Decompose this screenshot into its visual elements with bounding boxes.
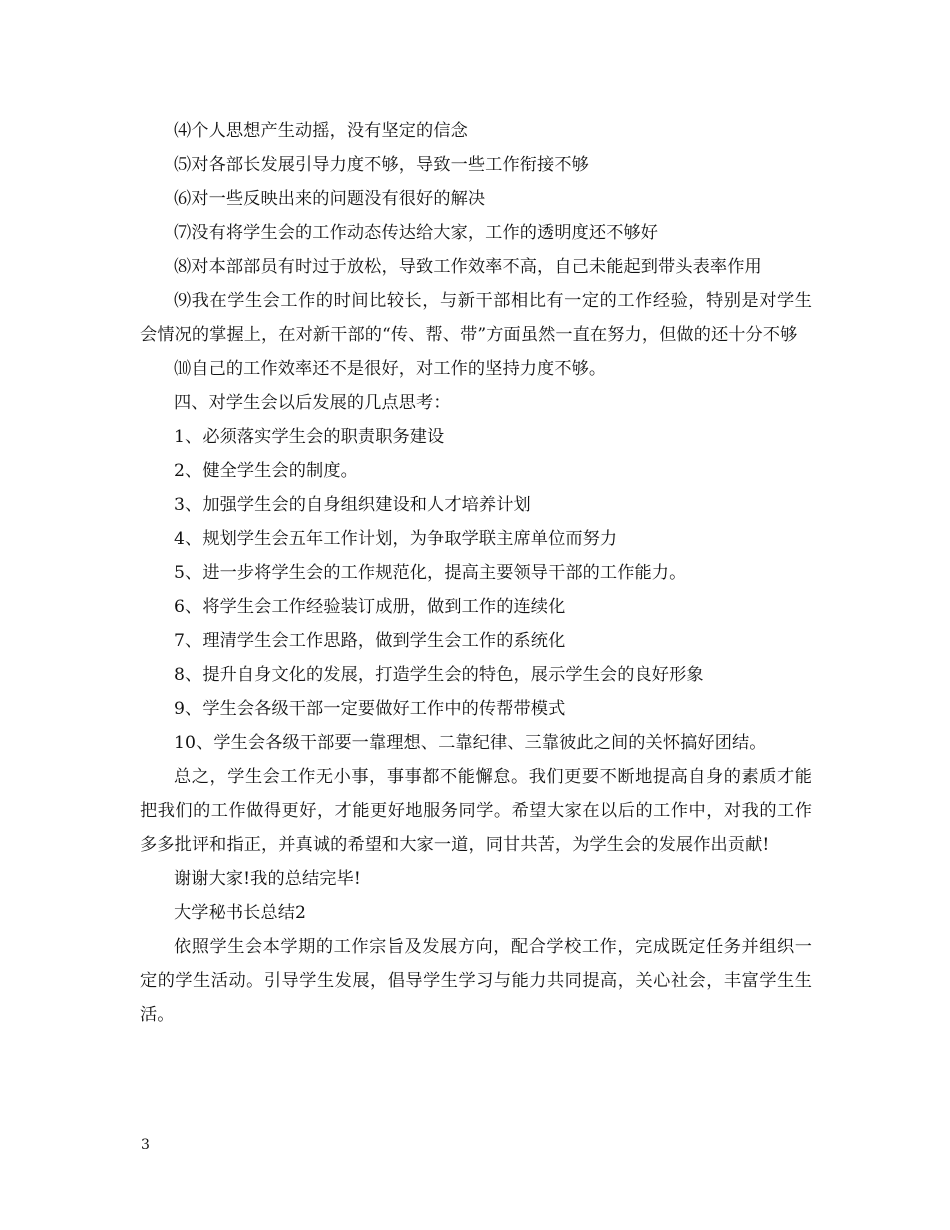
paragraph-item-5: ⑸对各部长发展引导力度不够，导致一些工作衔接不够 [174, 155, 589, 175]
suggestion-2: 2、健全学生会的制度。 [174, 461, 358, 481]
section-title-summary-2: 大学秘书长总结2 [174, 903, 307, 923]
page-number: 3 [141, 1137, 150, 1153]
suggestion-7: 7、理清学生会工作思路，做到学生会工作的系统化 [174, 631, 566, 651]
closing-thanks: 谢谢大家!我的总结完毕! [174, 869, 361, 889]
suggestion-5: 5、进一步将学生会的工作规范化，提高主要领导干部的工作能力。 [174, 563, 687, 583]
conclusion-paragraph: 总之，学生会工作无小事，事事都不能懈怠。我们更要不断地提高自身的素质才能把我们的工作做得更好，才能更好地服务同学。希望大家在以后的工作中，对我的工作多多批评和指正，并真诚的希望和大家一道，同甘共苦，为学生会的发展作出贡献! [140, 767, 812, 855]
suggestion-9: 9、学生会各级干部一定要做好工作中的传帮带模式 [174, 699, 566, 719]
document-body [140, 114, 812, 1032]
suggestion-4: 4、规划学生会五年工作计划，为争取学联主席单位而努力 [174, 529, 618, 549]
summary-2-intro: 依照学生会本学期的工作宗旨及发展方向，配合学校工作，完成既定任务并组织一定的学生活动。引导学生发展，倡导学生学习与能力共同提高，关心社会，丰富学生生活。 [140, 937, 812, 1025]
suggestion-8: 8、提升自身文化的发展，打造学生会的特色，展示学生会的良好形象 [174, 665, 704, 685]
paragraph-item-7: ⑺没有将学生会的工作动态传达给大家，工作的透明度还不够好 [174, 223, 659, 243]
paragraph-item-6: ⑹对一些反映出来的问题没有很好的解决 [174, 189, 486, 209]
paragraph-item-9: ⑼我在学生会工作的时间比较长，与新干部相比有一定的工作经验，特别是对学生会情况的掌握上，在对新干部的“传、帮、带”方面虽然一直在努力，但做的还十分不够 [140, 291, 812, 345]
section-heading-four: 四、对学生会以后发展的几点思考： [174, 393, 451, 413]
paragraph-item-10: ⑽自己的工作效率还不是很好，对工作的坚持力度不够。 [174, 359, 607, 379]
suggestion-10: 10、学生会各级干部要一靠理想、二靠纪律、三靠彼此之间的关怀搞好团结。 [174, 733, 767, 753]
suggestion-1: 1、必须落实学生会的职责职务建设 [174, 427, 445, 447]
paragraph-item-8: ⑻对本部部员有时过于放松，导致工作效率不高，自己未能起到带头表率作用 [174, 257, 762, 277]
suggestion-3: 3、加强学生会的自身组织建设和人才培养计划 [174, 495, 531, 515]
paragraph-item-4: ⑷个人思想产生动摇，没有坚定的信念 [174, 121, 468, 141]
suggestion-6: 6、将学生会工作经验装订成册，做到工作的连续化 [174, 597, 566, 617]
